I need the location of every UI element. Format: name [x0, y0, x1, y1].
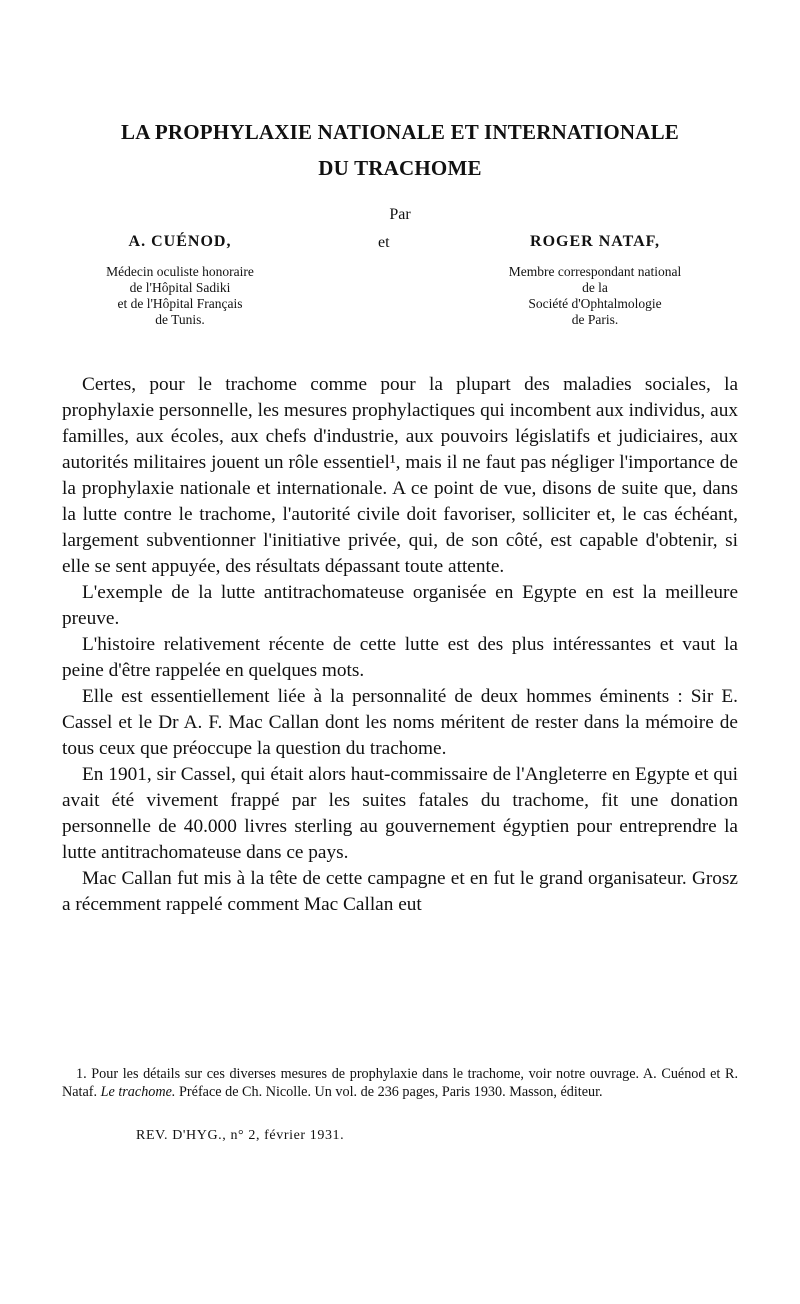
author-2-affiliation-line: Membre correspondant national — [508, 264, 682, 279]
author-1-name: A. CUÉNOD, — [128, 233, 232, 250]
footnote-text — [62, 1066, 738, 1101]
body-paragraph: L'histoire relativement récente de cette lutte est des plus intéressantes et vaut la peine d'être rappelée en quelques mots. — [62, 634, 738, 681]
article-title-line-2: DU TRACHOME — [318, 156, 482, 180]
footnote-text-before: 1. Pour les détails sur ces diverses mesures de prophylaxie dans le trachome, voir notre ouvrage. A. Cuénod et R. Nataf. — [62, 1066, 738, 1100]
author-1-affiliation-line: de l'Hôpital Sadiki — [129, 280, 231, 295]
author-1-affiliation-line: et de l'Hôpital Français — [117, 296, 243, 311]
author-2-affiliation-line: de Paris. — [571, 312, 619, 327]
footnote — [62, 1066, 738, 1101]
author-2-affiliation-line: de la — [582, 280, 608, 295]
body-paragraph: En 1901, sir Cassel, qui était alors haut-commissaire de l'Angleterre en Egypte et qui avait été vivement frappé par les suites fatales du trachome, fit une donation personnelle de 40.000 livres sterling au gouvernement égyptien pour entreprendre la lutte antitrachomateuse dans ce pays. — [62, 764, 738, 863]
author-2-affiliation-line: Société d'Ophtalmologie — [528, 296, 662, 311]
author-2 — [460, 234, 730, 328]
authors-block — [60, 234, 760, 354]
footnote-text-after: Préface de Ch. Nicolle. Un vol. de 236 pages, Paris 1930. Masson, éditeur. — [179, 1083, 603, 1100]
body-paragraph: Certes, pour le trachome comme pour la plupart des maladies sociales, la prophylaxie personnelle, les mesures prophylactiques qui incombent aux individus, aux familles, aux écoles, aux chefs d'industrie, aux pouvoirs législatifs et judiciaires, aux autorités militaires jouent un rôle essentiel¹, mais il ne faut pas négliger l'importance de la prophylaxie nationale et internationale. A ce point de vue, disons de suite que, dans la lutte contre le trachome, l'autorité civile doit favoriser, solliciter et, le cas échéant, largement subventionner l'initiative privée, qui, de son côté, est capable d'obtenir, si elle se sent appuyée, des résultats dépassant toute attente. — [62, 374, 738, 577]
body-paragraph: L'exemple de la lutte antitrachomateuse organisée en Egypte en est la meilleure preuve. — [62, 582, 738, 629]
article-title-line-1: LA PROPHYLAXIE NATIONALE ET INTERNATIONALE — [121, 120, 679, 144]
body-paragraph: Mac Callan fut mis à la tête de cette campagne et en fut le grand organisateur. Grosz a récemment rappelé comment Mac Callan eut — [62, 868, 738, 915]
footnote-book-title: Le trachome. — [100, 1083, 176, 1100]
author-1-affiliation-line: Médecin oculiste honoraire — [106, 264, 254, 279]
author-1-affiliation-line: de Tunis. — [155, 312, 205, 327]
author-1 — [60, 234, 300, 328]
article-body — [62, 372, 738, 918]
author-2-name: ROGER NATAF, — [530, 233, 660, 250]
byline-et: et — [378, 234, 390, 251]
byline-par: Par — [389, 206, 411, 223]
journal-signature: REV. D'HYG., n° 2, février 1931. — [136, 1128, 345, 1143]
body-paragraph: Elle est essentiellement liée à la personnalité de deux hommes éminents : Sir E. Cassel et le Dr A. F. Mac Callan dont les noms méritent de rester dans la mémoire de tous ceux que préoccupe la question du trachome. — [62, 686, 738, 759]
